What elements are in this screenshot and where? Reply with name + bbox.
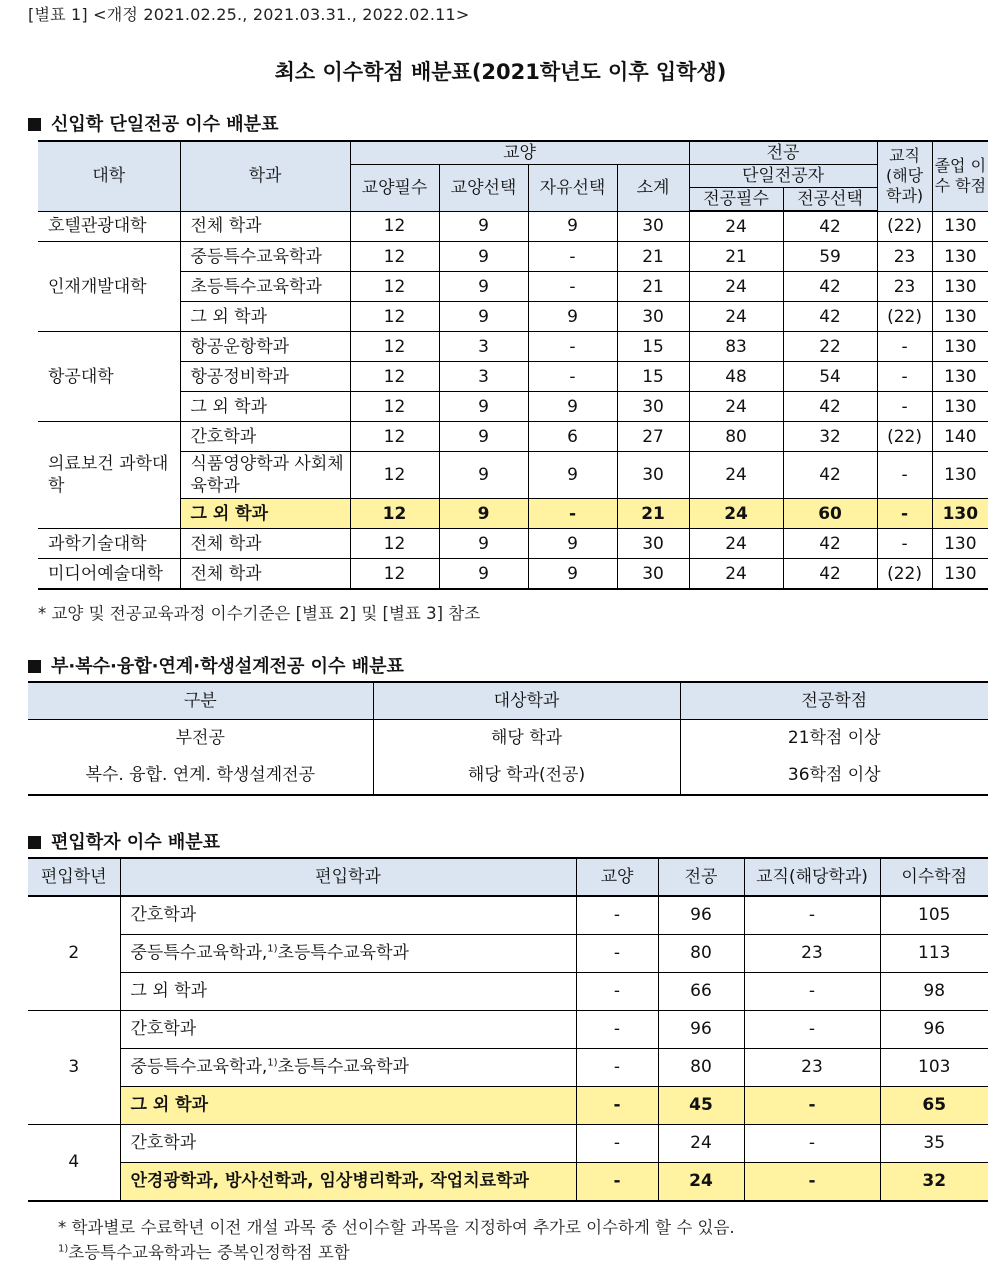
dept-cell: 간호학과 bbox=[120, 896, 576, 935]
col-liberal: 교양 bbox=[576, 858, 658, 896]
value-cell: 130 bbox=[932, 392, 988, 422]
table-row bbox=[28, 1163, 988, 1202]
value-cell: - bbox=[744, 1011, 880, 1049]
dept-cell: 간호학과 bbox=[180, 422, 350, 452]
col-major-credits: 전공학점 bbox=[680, 682, 988, 720]
value-cell: 3 bbox=[439, 332, 528, 362]
value-cell: 9 bbox=[439, 302, 528, 332]
value-cell: - bbox=[877, 332, 932, 362]
table-row bbox=[38, 392, 988, 422]
value-cell: 12 bbox=[350, 332, 439, 362]
value-cell: 21 bbox=[617, 272, 689, 302]
value-cell: 130 bbox=[932, 529, 988, 559]
table-row bbox=[38, 499, 988, 529]
table-row bbox=[28, 896, 988, 935]
col-major: 전공 bbox=[658, 858, 744, 896]
value-cell: 130 bbox=[932, 302, 988, 332]
college-cell: 과학기술대학 bbox=[38, 529, 180, 559]
dept-cell: 항공정비학과 bbox=[180, 362, 350, 392]
value-cell: 30 bbox=[617, 559, 689, 590]
value-cell: 24 bbox=[689, 211, 783, 242]
value-cell: 12 bbox=[350, 452, 439, 499]
value-cell: 12 bbox=[350, 392, 439, 422]
table-row: 복수. 융합. 연계. 학생설계전공 해당 학과(전공) 36학점 이상 bbox=[28, 757, 988, 795]
value-cell: 12 bbox=[350, 302, 439, 332]
value-cell: 65 bbox=[880, 1087, 988, 1125]
value-cell: 15 bbox=[617, 332, 689, 362]
value-cell: 12 bbox=[350, 211, 439, 242]
value-cell: 42 bbox=[783, 302, 877, 332]
value-cell: 9 bbox=[528, 559, 617, 590]
dept-cell: 전체 학과 bbox=[180, 211, 350, 242]
square-bullet-icon bbox=[28, 660, 41, 673]
col-dept: 학과 bbox=[180, 141, 350, 211]
value-cell: 12 bbox=[350, 499, 439, 529]
value-cell: 42 bbox=[783, 211, 877, 242]
value-cell: 6 bbox=[528, 422, 617, 452]
college-cell: 항공대학 bbox=[38, 332, 180, 422]
col-lib-req: 교양필수 bbox=[350, 165, 439, 212]
col-subtotal: 소계 bbox=[617, 165, 689, 212]
value-cell: - bbox=[528, 362, 617, 392]
document-header: [별표 1] <개정 2021.02.25., 2021.03.31., 2022.02.11> bbox=[28, 5, 470, 24]
table-row bbox=[38, 272, 988, 302]
col-transfer-dept: 편입학과 bbox=[120, 858, 576, 896]
transfer-year-cell: 4 bbox=[28, 1125, 120, 1202]
transfer-table bbox=[28, 857, 988, 1202]
table-row bbox=[28, 1049, 988, 1087]
value-cell: 9 bbox=[439, 422, 528, 452]
value-cell: 96 bbox=[880, 1011, 988, 1049]
value-cell: 130 bbox=[932, 362, 988, 392]
table-row bbox=[38, 452, 988, 499]
value-cell: 98 bbox=[880, 973, 988, 1011]
table-row: 부전공 해당 학과 21학점 이상 bbox=[28, 720, 988, 758]
value-cell: 9 bbox=[528, 302, 617, 332]
value-cell: 9 bbox=[439, 272, 528, 302]
value-cell: 9 bbox=[528, 529, 617, 559]
value-cell: 24 bbox=[658, 1125, 744, 1163]
table-row bbox=[38, 559, 988, 590]
value-cell: 24 bbox=[689, 302, 783, 332]
value-cell: 35 bbox=[880, 1125, 988, 1163]
value-cell: 42 bbox=[783, 559, 877, 590]
dept-cell: 전체 학과 bbox=[180, 529, 350, 559]
value-cell: 66 bbox=[658, 973, 744, 1011]
value-cell: 42 bbox=[783, 529, 877, 559]
note-section3-1: * 학과별로 수료학년 이전 개설 과목 중 선이수할 과목을 지정하여 추가로 이수하게 할 수 있음. bbox=[58, 1218, 735, 1237]
section-heading-2: 부·복수·융합·연계·학생설계전공 이수 배분표 bbox=[28, 652, 404, 678]
table-row bbox=[28, 1087, 988, 1125]
value-cell: 21 bbox=[617, 499, 689, 529]
value-cell: 22 bbox=[783, 332, 877, 362]
value-cell: 9 bbox=[439, 529, 528, 559]
value-cell: (22) bbox=[877, 559, 932, 590]
col-college: 대학 bbox=[38, 141, 180, 211]
value-cell: 130 bbox=[932, 272, 988, 302]
value-cell: (22) bbox=[877, 211, 932, 242]
value-cell: 103 bbox=[880, 1049, 988, 1087]
value-cell: 130 bbox=[932, 499, 988, 529]
value-cell: 24 bbox=[689, 559, 783, 590]
value-cell: 12 bbox=[350, 422, 439, 452]
value-cell: 9 bbox=[439, 559, 528, 590]
value-cell: 24 bbox=[658, 1163, 744, 1202]
value-cell: 12 bbox=[350, 362, 439, 392]
value-cell: - bbox=[877, 452, 932, 499]
col-single-major: 단일전공자 bbox=[689, 165, 877, 188]
value-cell: 42 bbox=[783, 392, 877, 422]
note-section3-2: $^{1)}$초등특수교육학과는 중복인정학점 포함 bbox=[58, 1243, 350, 1262]
value-cell: 9 bbox=[439, 452, 528, 499]
value-cell: - bbox=[576, 935, 658, 973]
value-cell: 30 bbox=[617, 529, 689, 559]
col-liberal: 교양 bbox=[350, 141, 689, 165]
value-cell: 21 bbox=[689, 242, 783, 272]
dept-cell: 식품영양학과 사회체육학과 bbox=[180, 452, 350, 499]
value-cell: - bbox=[528, 332, 617, 362]
value-cell: 12 bbox=[350, 272, 439, 302]
college-cell: 인재개발대학 bbox=[38, 242, 180, 332]
value-cell: 12 bbox=[350, 529, 439, 559]
value-cell: 80 bbox=[658, 935, 744, 973]
value-cell: - bbox=[576, 1087, 658, 1125]
value-cell: 30 bbox=[617, 211, 689, 242]
section-heading-3: 편입학자 이수 배분표 bbox=[28, 828, 220, 854]
value-cell: 105 bbox=[880, 896, 988, 935]
table-row bbox=[38, 242, 988, 272]
value-cell: - bbox=[576, 896, 658, 935]
value-cell: 42 bbox=[783, 452, 877, 499]
college-cell: 호텔관광대학 bbox=[38, 211, 180, 242]
dept-cell: 그 외 학과 bbox=[180, 499, 350, 529]
section-heading-1: 신입학 단일전공 이수 배분표 bbox=[28, 110, 278, 136]
value-cell: 30 bbox=[617, 452, 689, 499]
value-cell: 9 bbox=[439, 392, 528, 422]
col-lib-sel: 교양선택 bbox=[439, 165, 528, 212]
value-cell: 9 bbox=[439, 211, 528, 242]
note-section1: * 교양 및 전공교육과정 이수기준은 [별표 2] 및 [별표 3] 참조 bbox=[38, 604, 481, 623]
value-cell: 27 bbox=[617, 422, 689, 452]
value-cell: 32 bbox=[880, 1163, 988, 1202]
value-cell: 59 bbox=[783, 242, 877, 272]
col-teaching: 교직(해당학과) bbox=[744, 858, 880, 896]
page-title: 최소 이수학점 배분표(2021학년도 이후 입학생) bbox=[274, 60, 727, 84]
value-cell: 15 bbox=[617, 362, 689, 392]
value-cell: 23 bbox=[877, 242, 932, 272]
value-cell: 45 bbox=[658, 1087, 744, 1125]
col-transfer-year: 편입학년 bbox=[28, 858, 120, 896]
dept-cell: 그 외 학과 bbox=[180, 302, 350, 332]
square-bullet-icon bbox=[28, 836, 41, 849]
dept-cell: 전체 학과 bbox=[180, 559, 350, 590]
value-cell: 130 bbox=[932, 211, 988, 242]
value-cell: - bbox=[576, 1011, 658, 1049]
value-cell: - bbox=[528, 272, 617, 302]
value-cell: - bbox=[576, 973, 658, 1011]
value-cell: 24 bbox=[689, 499, 783, 529]
value-cell: 9 bbox=[439, 499, 528, 529]
value-cell: 54 bbox=[783, 362, 877, 392]
dept-cell: 그 외 학과 bbox=[180, 392, 350, 422]
dept-cell: 항공운항학과 bbox=[180, 332, 350, 362]
value-cell: 9 bbox=[528, 211, 617, 242]
value-cell: - bbox=[528, 499, 617, 529]
col-maj-sel: 전공선택 bbox=[783, 188, 877, 212]
table-row bbox=[38, 211, 988, 242]
value-cell: 42 bbox=[783, 272, 877, 302]
col-graduation: 졸업 이수 학점 bbox=[932, 141, 988, 211]
value-cell: 32 bbox=[783, 422, 877, 452]
value-cell: 24 bbox=[689, 529, 783, 559]
transfer-year-cell: 2 bbox=[28, 896, 120, 1011]
value-cell: 96 bbox=[658, 1011, 744, 1049]
value-cell: 130 bbox=[932, 332, 988, 362]
value-cell: - bbox=[528, 242, 617, 272]
value-cell: 48 bbox=[689, 362, 783, 392]
value-cell: 130 bbox=[932, 559, 988, 590]
dept-cell: 중등특수교육학과,$^{1)}$초등특수교육학과 bbox=[120, 1049, 576, 1087]
value-cell: - bbox=[576, 1125, 658, 1163]
value-cell: 113 bbox=[880, 935, 988, 973]
value-cell: - bbox=[877, 362, 932, 392]
minor-double-major-table bbox=[28, 681, 988, 796]
value-cell: 9 bbox=[439, 242, 528, 272]
value-cell: 24 bbox=[689, 392, 783, 422]
table-row bbox=[38, 302, 988, 332]
table-row bbox=[28, 1011, 988, 1049]
table-row bbox=[28, 973, 988, 1011]
col-teaching: 교직 (해당 학과) bbox=[877, 141, 932, 211]
value-cell: - bbox=[744, 973, 880, 1011]
value-cell: - bbox=[744, 1125, 880, 1163]
col-target-dept: 대상학과 bbox=[373, 682, 680, 720]
value-cell: 24 bbox=[689, 272, 783, 302]
value-cell: - bbox=[744, 896, 880, 935]
value-cell: 23 bbox=[877, 272, 932, 302]
col-major: 전공 bbox=[689, 141, 877, 165]
value-cell: 130 bbox=[932, 242, 988, 272]
table-row bbox=[38, 332, 988, 362]
value-cell: 130 bbox=[932, 452, 988, 499]
value-cell: (22) bbox=[877, 422, 932, 452]
value-cell: 83 bbox=[689, 332, 783, 362]
value-cell: 96 bbox=[658, 896, 744, 935]
value-cell: 3 bbox=[439, 362, 528, 392]
transfer-year-cell: 3 bbox=[28, 1011, 120, 1125]
value-cell: 12 bbox=[350, 242, 439, 272]
value-cell: 80 bbox=[689, 422, 783, 452]
table-row bbox=[38, 422, 988, 452]
value-cell: 23 bbox=[744, 935, 880, 973]
value-cell: 60 bbox=[783, 499, 877, 529]
single-major-table bbox=[38, 140, 988, 590]
value-cell: 30 bbox=[617, 392, 689, 422]
dept-cell: 중등특수교육학과,$^{1)}$초등특수교육학과 bbox=[120, 935, 576, 973]
col-maj-req: 전공필수 bbox=[689, 188, 783, 212]
table-row bbox=[28, 935, 988, 973]
college-cell: 의료보건 과학대학 bbox=[38, 422, 180, 529]
value-cell: 24 bbox=[689, 452, 783, 499]
table-row bbox=[38, 362, 988, 392]
col-total-credits: 이수학점 bbox=[880, 858, 988, 896]
value-cell: - bbox=[877, 499, 932, 529]
dept-cell: 그 외 학과 bbox=[120, 973, 576, 1011]
value-cell: - bbox=[576, 1049, 658, 1087]
college-cell: 미디어예술대학 bbox=[38, 559, 180, 590]
col-free-sel: 자유선택 bbox=[528, 165, 617, 212]
value-cell: 12 bbox=[350, 559, 439, 590]
value-cell: - bbox=[877, 529, 932, 559]
dept-cell: 간호학과 bbox=[120, 1011, 576, 1049]
table-row bbox=[28, 1125, 988, 1163]
value-cell: 140 bbox=[932, 422, 988, 452]
value-cell: 21 bbox=[617, 242, 689, 272]
value-cell: 23 bbox=[744, 1049, 880, 1087]
value-cell: - bbox=[576, 1163, 658, 1202]
dept-cell: 간호학과 bbox=[120, 1125, 576, 1163]
value-cell: 80 bbox=[658, 1049, 744, 1087]
value-cell: - bbox=[744, 1163, 880, 1202]
dept-cell: 중등특수교육학과 bbox=[180, 242, 350, 272]
value-cell: - bbox=[877, 392, 932, 422]
value-cell: - bbox=[744, 1087, 880, 1125]
col-category: 구분 bbox=[28, 682, 373, 720]
value-cell: 9 bbox=[528, 452, 617, 499]
value-cell: 9 bbox=[528, 392, 617, 422]
dept-cell: 초등특수교육학과 bbox=[180, 272, 350, 302]
square-bullet-icon bbox=[28, 118, 41, 131]
value-cell: 30 bbox=[617, 302, 689, 332]
table-row bbox=[38, 529, 988, 559]
value-cell: (22) bbox=[877, 302, 932, 332]
dept-cell: 그 외 학과 bbox=[120, 1087, 576, 1125]
dept-cell: 안경광학과, 방사선학과, 임상병리학과, 작업치료학과 bbox=[120, 1163, 576, 1202]
